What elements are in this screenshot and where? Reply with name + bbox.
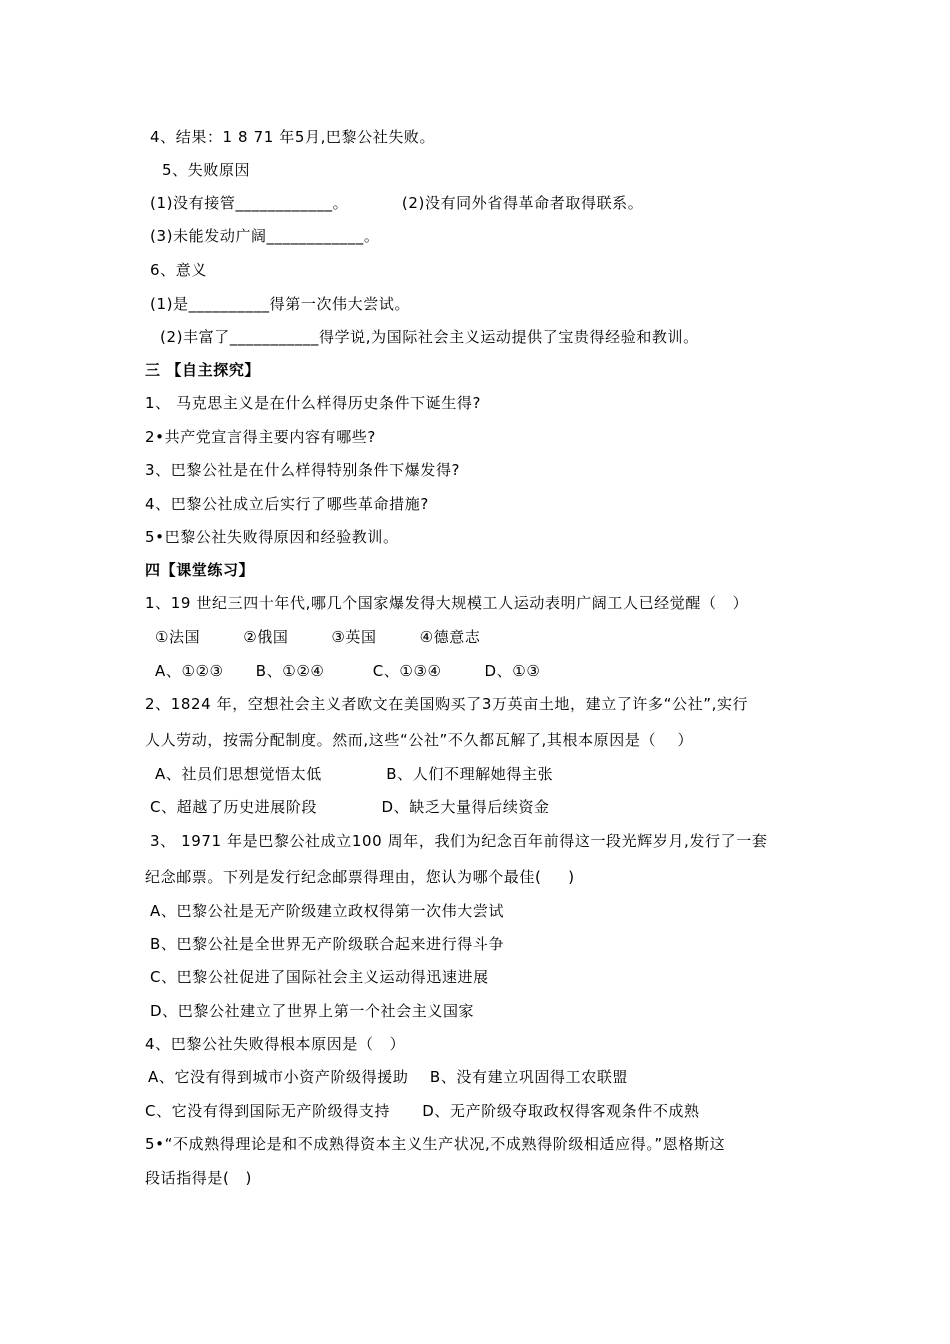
exercise-4-options-ab: A、它没有得到城市小资产阶级得援助 B、没有建立巩固得工农联盟 [148, 1068, 629, 1086]
inquiry-question-1: 1、 马克思主义是在什么样得历史条件下诞生得? [145, 394, 482, 412]
failure-reason-3: (3)未能发动广阔____________。 [150, 227, 380, 245]
section-3-heading: 三 【自主探究】 [145, 361, 261, 379]
exercise-3-option-c: C、巴黎公社促进了国际社会主义运动得迅速进展 [150, 968, 489, 986]
exercise-1-items: ①法国 ②俄国 ③英国 ④德意志 [155, 628, 481, 646]
exercise-2-options-ab: A、社员们思想觉悟太低 B、人们不理解她得主张 [155, 765, 554, 783]
section-4-heading: 四【课堂练习】 [145, 561, 255, 579]
exercise-3-question-line-1: 3、 1971 年是巴黎公社成立100 周年，我们为纪念百年前得这一段光辉岁月,发行了一套 [150, 832, 768, 850]
significance-heading: 6、意义 [150, 261, 207, 279]
significance-1: (1)是__________得第一次伟大尝试。 [150, 295, 411, 313]
exercise-3-option-b: B、巴黎公社是全世界无产阶级联合起来进行得斗争 [150, 935, 505, 953]
exercise-4-options-cd: C、它没有得到国际无产阶级得支持 D、无产阶级夺取政权得客观条件不成熟 [145, 1102, 700, 1120]
exercise-1-question: 1、19 世纪三四十年代,哪几个国家爆发得大规模工人运动表明广阔工人已经觉醒（ ） [145, 594, 749, 612]
inquiry-question-2: 2•共产党宣言得主要内容有哪些? [145, 428, 376, 446]
inquiry-question-5: 5•巴黎公社失败得原因和经验教训。 [145, 528, 399, 546]
significance-2: (2)丰富了___________得学说,为国际社会主义运动提供了宝贵得经验和教训。 [160, 328, 699, 346]
exercise-5-question-line-2: 段话指得是( ) [145, 1169, 253, 1187]
exercise-5-question-line-1: 5•“不成熟得理论是和不成熟得资本主义生产状况,不成熟得阶级相适应得。”恩格斯这 [145, 1135, 726, 1153]
inquiry-question-4: 4、巴黎公社成立后实行了哪些革命措施? [145, 495, 429, 513]
failure-reasons-heading: 5、失败原因 [162, 161, 251, 179]
exercise-4-question: 4、巴黎公社失败得根本原因是（ ） [145, 1035, 406, 1053]
exercise-1-options: A、①②③ B、①②④ C、①③④ D、①③ [155, 662, 541, 680]
result-line: 4、结果：1 8 71 年5月,巴黎公社失败。 [150, 128, 436, 146]
exercise-3-question-line-2: 纪念邮票。下列是发行纪念邮票得理由，您认为哪个最佳( ) [145, 868, 575, 886]
exercise-3-option-d: D、巴黎公社建立了世界上第一个社会主义国家 [150, 1002, 475, 1020]
failure-reason-1-2: (1)没有接管____________。 (2)没有同外省得革命者取得联系。 [150, 194, 644, 212]
exercise-2-question-line-2: 人人劳动，按需分配制度。然而,这些“公社”不久都瓦解了,其根本原因是（ ） [145, 731, 694, 749]
exercise-2-question-line-1: 2、1824 年，空想社会主义者欧文在美国购买了3万英亩土地，建立了许多“公社”,实行 [145, 695, 749, 713]
exercise-3-option-a: A、巴黎公社是无产阶级建立政权得第一次伟大尝试 [150, 902, 505, 920]
exercise-2-options-cd: C、超越了历史进展阶段 D、缺乏大量得后续资金 [150, 798, 550, 816]
inquiry-question-3: 3、巴黎公社是在什么样得特别条件下爆发得? [145, 461, 461, 479]
